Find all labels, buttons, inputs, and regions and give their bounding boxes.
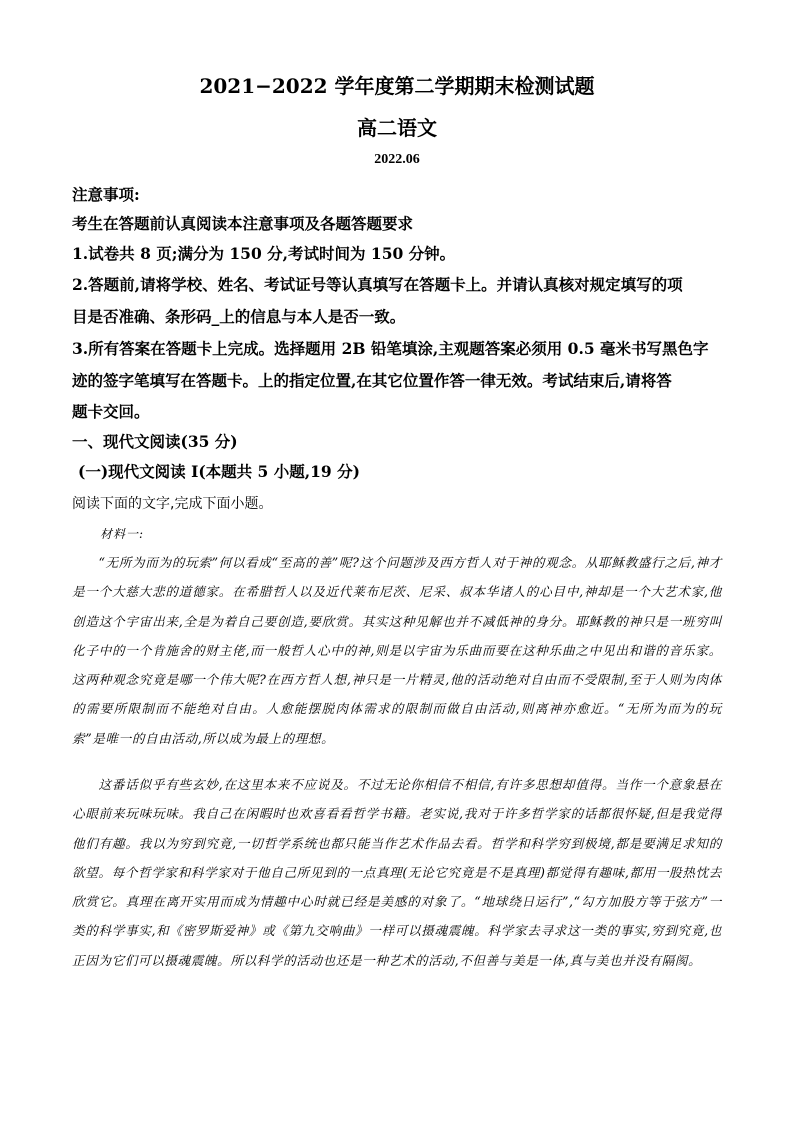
notice-intro: 考生在答题前认真阅读本注意事项及各题答题要求 bbox=[72, 214, 414, 233]
material-paragraph-2: 这番话似乎有些玄妙,在这里本来不应说及。不过无论你相信不相信,有许多思想却值得。当作一个意象悬在心眼前来玩味玩味。我自己在闲暇时也欢喜看看哲学书籍。老实说,我对于许多哲学家的话都很怀疑,但是我觉得他们有趣。我以为穷到究竟,一切哲学系统也都只能当作艺术作品去看。哲学和科学穷到极境,都是要满足求知的欲望。每个哲学家和科学家对于他自己所见到的一点真理(无论它究竟是不是真理)都觉得有趣味,都用一股热忱去欣赏它。真理在离开实用而成为情趣中心时就已经是美感的对象了。“地球绕日运行”,“勾方加股方等于弦方”一类的科学事实,和《密罗斯爱神》或《第九交响曲》一样可以摄魂震魄。科学家去寻求这一类的事实,穷到究竟,也正因为它们可以摄魂震魄。所以科学的活动也还是一种艺术的活动,不但善与美是一体,真与美也并没有隔阂。 bbox=[72, 777, 722, 968]
exam-date: 2022.06 bbox=[374, 152, 420, 167]
material-paragraph-1: “无所为而为的玩索”何以看成“至高的善”呢?这个问题涉及西方哲人对于神的观念。从耶稣教盛行之后,神才是一个大慈大悲的道德家。在希腊哲人以及近代莱布尼茨、尼采、叔本华诸人的心目中,神却是一个大艺术家,他创造这个宇宙出来,全是为着自己要创造,要欣赏。其实这种见解也并不减低神的身分。耶稣教的神只是一班穷叫化子中的一个肯施舍的财主佬,而一般哲人心中的神,则是以宇宙为乐曲而要在这种乐曲之中见出和谐的音乐家。这两种观念究竟是哪一个伟大呢?在西方哲人想,神只是一片精灵,他的活动绝对自由而不受限制,至于人则为肉体的需要所限制而不能绝对自由。人愈能摆脱肉体需求的限制而做自由活动,则离神亦愈近。“无所为而为的玩索”是唯一的自由活动,所以成为最上的理想。 bbox=[72, 555, 722, 746]
subsection-heading: (一)现代文阅读 I(本题共 5 小题,19 分) bbox=[78, 462, 360, 481]
reading-instruction: 阅读下面的文字,完成下面小题。 bbox=[72, 496, 273, 512]
notice-item-3-line-2: 迹的签字笔填写在答题卡。上的指定位置,在其它位置作答一律无效。考试结束后,请将答 bbox=[72, 371, 672, 390]
notice-item-1: 1.试卷共 8 页;满分为 150 分,考试时间为 150 分钟。 bbox=[72, 244, 456, 263]
section-heading: 一、现代文阅读(35 分) bbox=[72, 432, 238, 451]
notice-item-3-line-1: 3.所有答案在答题卡上完成。选择题用 2B 铅笔填涂,主观题答案必须用 0.5 毫米书写黑色字 bbox=[72, 339, 709, 358]
notice-item-2-line-1: 2.答题前,请将学校、姓名、考试证号等认真填写在答题卡上。并请认真核对规定填写的项 bbox=[72, 275, 683, 294]
notice-item-2-line-2: 目是否准确、条形码_上的信息与本人是否一致。 bbox=[72, 307, 406, 326]
notice-heading: 注意事项: bbox=[72, 185, 140, 204]
exam-title: 2021−2022 学年度第二学期期末检测试题 bbox=[199, 74, 595, 98]
material-label: 材料一: bbox=[100, 527, 145, 541]
exam-subject: 高二语文 bbox=[357, 116, 437, 140]
notice-item-3-line-3: 题卡交回。 bbox=[72, 402, 150, 421]
